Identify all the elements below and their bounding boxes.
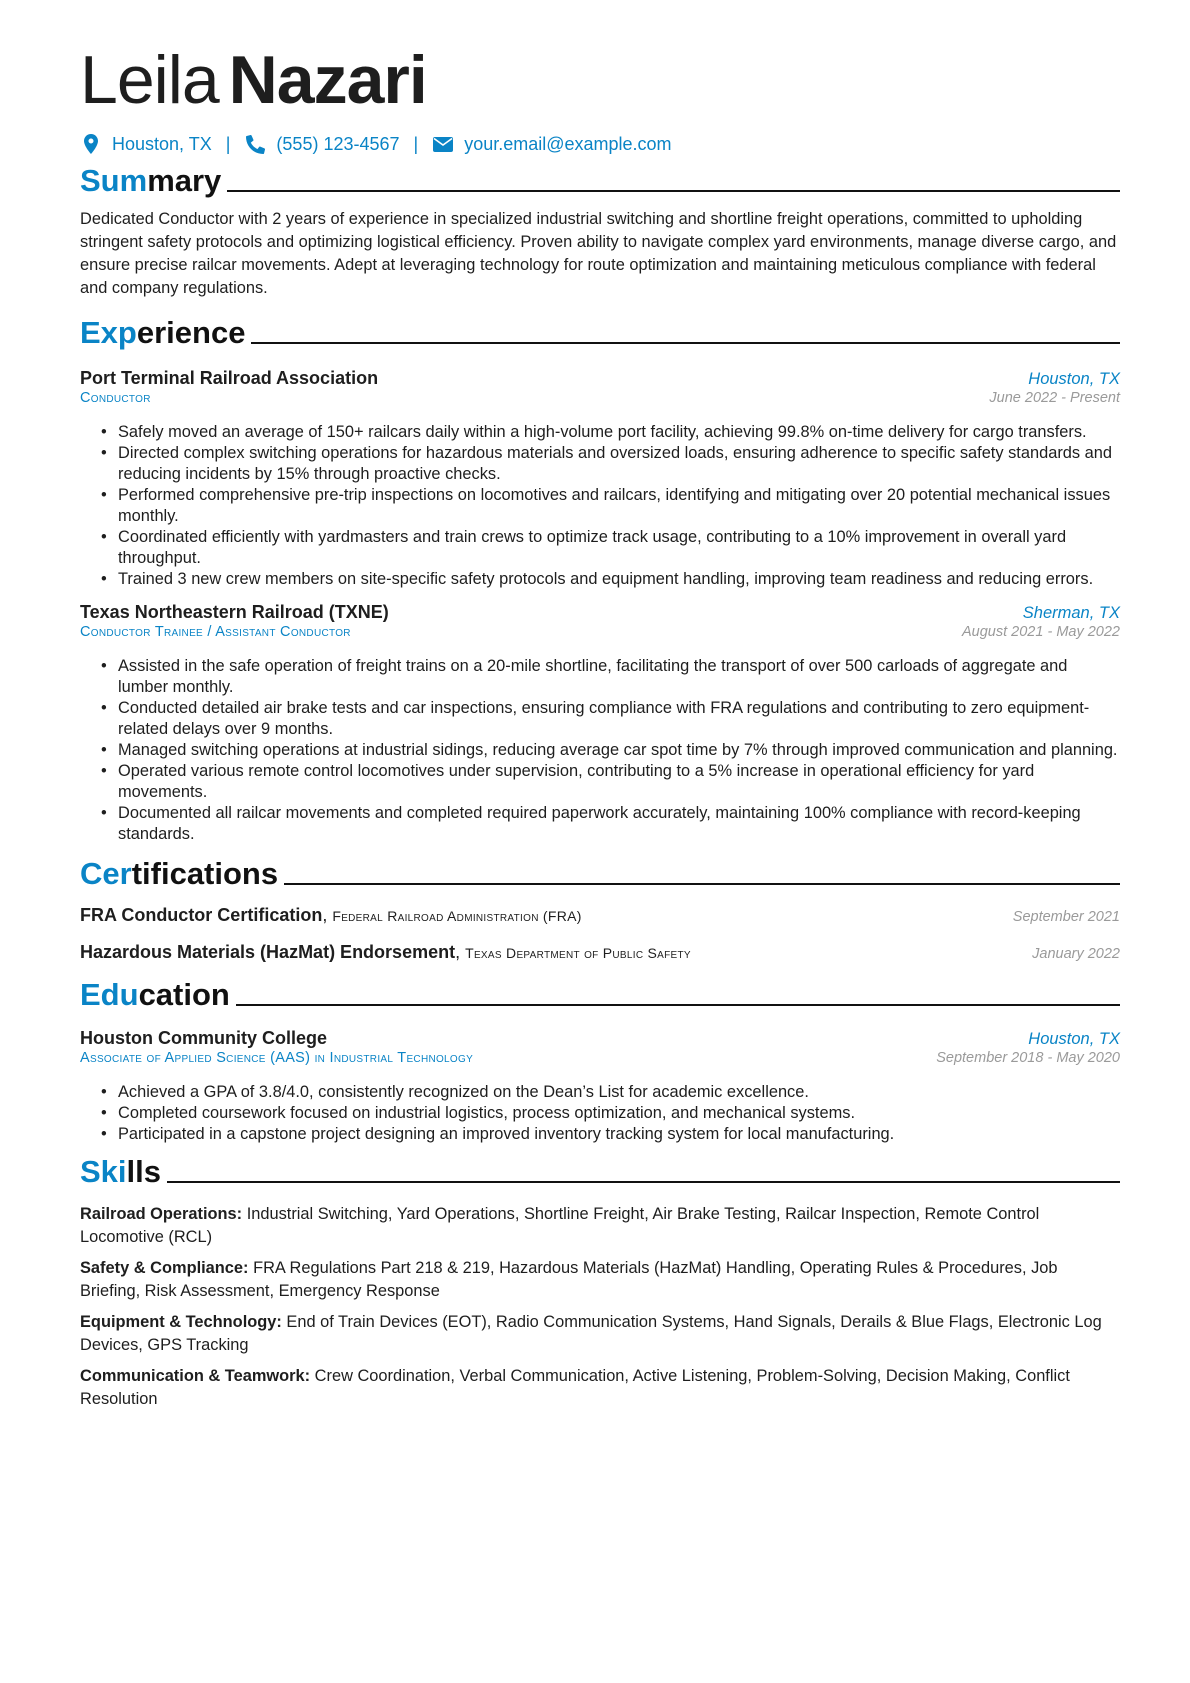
skill-group	[80, 1365, 1120, 1410]
section-title	[80, 162, 221, 200]
skill-category: Railroad Operations:	[80, 1205, 243, 1223]
job-title: Conductor Trainee / Assistant Conductor	[80, 624, 351, 640]
education-entry	[80, 1026, 1120, 1145]
list-item: • Completed coursework focused on industrial logistics, process optimization, and mechanical systems.	[101, 1104, 856, 1122]
degree-title: Associate of Applied Science (AAS) in Industrial Technology	[80, 1050, 474, 1066]
section-title	[80, 976, 230, 1014]
section-title	[80, 314, 245, 352]
list-item: • Operated various remote control locomotives under supervision, contributing to a 5% increase in operational efficiency for yard movements.	[101, 762, 1035, 801]
section-title-rest: tifications	[131, 856, 279, 891]
skill-items: End of Train Devices (EOT), Radio Communication Systems, Hand Signals, Derails & Blue Flags, Electronic Log Devices, GPS Tracking	[80, 1313, 1102, 1354]
list-item: • Safely moved an average of 150+ railcars daily within a high-volume port facility, achieving 99.8% on-time delivery for cargo transfers.	[101, 423, 1087, 441]
job-location: Houston, TX	[1028, 370, 1120, 388]
certification-name: FRA Conductor Certification	[80, 905, 323, 925]
certification-issuer: Federal Railroad Administration (FRA)	[332, 908, 582, 924]
candidate-name	[80, 42, 1120, 118]
certification-entry: FRA Conductor Certification, Federal Railroad Administration (FRA) September 2021	[80, 905, 1120, 925]
list-item: • Trained 3 new crew members on site-specific safety protocols and equipment handling, improving team readiness and reducing errors.	[101, 570, 1094, 588]
experience-entry	[80, 366, 1120, 590]
job-title: Conductor	[80, 390, 151, 406]
skill-category: Equipment & Technology:	[80, 1313, 282, 1331]
skill-category: Communication & Teamwork:	[80, 1367, 311, 1385]
first-name: Leila	[80, 42, 219, 118]
list-item: • Directed complex switching operations for hazardous materials and oversized loads, ensuring adherence to specific safety standards and reducing incidents by 15% through proactive checks.	[101, 444, 1112, 483]
list-item: • Conducted detailed air brake tests and car inspections, ensuring compliance with FRA regulations and contributing to zero equipment-related delays over 9 months.	[101, 699, 1090, 738]
map-pin-icon	[80, 133, 102, 155]
phone-text: (555) 123-4567	[276, 133, 400, 154]
section-title-rest: cation	[138, 977, 230, 1012]
job-bullets	[80, 656, 1120, 845]
contact-separator: |	[225, 133, 231, 154]
list-item: • Participated in a capstone project designing an improved inventory tracking system for local manufacturing.	[101, 1125, 895, 1143]
education-section-heading	[80, 974, 1120, 1014]
section-title-accent: Edu	[80, 977, 139, 1012]
contact-phone[interactable]	[244, 133, 399, 155]
section-title-accent: Sum	[80, 163, 148, 198]
section-rule	[236, 1004, 1120, 1006]
job-dates: August 2021 - May 2022	[962, 624, 1120, 640]
education-bullets	[80, 1082, 1120, 1145]
contact-email[interactable]	[432, 133, 671, 155]
experience-entry	[80, 600, 1120, 845]
job-bullets	[80, 422, 1120, 590]
phone-icon	[244, 133, 266, 155]
skill-items: Industrial Switching, Yard Operations, Shortline Freight, Air Brake Testing, Railcar Inspection, Remote Control Locomotive (RCL)	[80, 1205, 1040, 1246]
section-title-rest: lls	[126, 1154, 161, 1189]
certification-entry: Hazardous Materials (HazMat) Endorsement, Texas Department of Public Safety January 2022	[80, 942, 1120, 962]
section-rule	[251, 342, 1120, 344]
section-title-accent: Exp	[80, 315, 137, 350]
contact-bar	[80, 130, 1120, 158]
certifications-section-heading	[80, 853, 1120, 893]
certification-date: September 2021	[1012, 909, 1120, 925]
section-title-accent: Ski	[80, 1154, 127, 1189]
section-title-accent: Cer	[80, 856, 132, 891]
job-dates: June 2022 - Present	[989, 390, 1120, 406]
skill-group	[80, 1203, 1120, 1248]
location-text: Houston, TX	[112, 133, 212, 154]
certification-issuer: Texas Department of Public Safety	[465, 945, 691, 961]
section-title-rest: erience	[136, 315, 246, 350]
list-item: • Managed switching operations at industrial sidings, reducing average car spot time by 7% through improved communication and planning.	[101, 741, 1118, 759]
certification-name: Hazardous Materials (HazMat) Endorsement	[80, 942, 456, 962]
section-rule	[227, 190, 1120, 192]
job-location: Sherman, TX	[1022, 604, 1120, 622]
resume-content	[80, 42, 1120, 1410]
section-title	[80, 1153, 161, 1191]
list-item: • Documented all railcar movements and completed required paperwork accurately, maintaining 100% compliance with record-keeping standards.	[101, 804, 1081, 843]
section-title-rest: mary	[147, 163, 222, 198]
section-rule	[284, 883, 1120, 885]
skill-group	[80, 1311, 1120, 1356]
skill-items: FRA Regulations Part 218 & 219, Hazardous Materials (HazMat) Handling, Operating Rules & Procedures, Job Briefing, Risk Assessment, Emergency Response	[80, 1259, 1058, 1300]
contact-separator: |	[413, 133, 419, 154]
envelope-icon	[432, 133, 454, 155]
section-title	[80, 855, 278, 893]
school-name: Houston Community College	[80, 1028, 327, 1048]
summary-section-heading	[80, 160, 1120, 200]
school-location: Houston, TX	[1028, 1030, 1120, 1048]
last-name: Nazari	[228, 42, 427, 118]
employer-name: Port Terminal Railroad Association	[80, 368, 379, 388]
skill-category: Safety & Compliance:	[80, 1259, 249, 1277]
skill-group	[80, 1257, 1120, 1302]
experience-section-heading	[80, 312, 1120, 352]
list-item: • Achieved a GPA of 3.8/4.0, consistently recognized on the Dean’s List for academic excellence.	[101, 1083, 809, 1101]
certification-date: January 2022	[1032, 946, 1120, 962]
employer-name: Texas Northeastern Railroad (TXNE)	[80, 602, 389, 622]
skill-items: Crew Coordination, Verbal Communication, Active Listening, Problem-Solving, Decision Making, Conflict Resolution	[80, 1367, 1070, 1408]
section-rule	[167, 1181, 1120, 1183]
list-item: • Coordinated efficiently with yardmasters and train crews to optimize track usage, contributing to a 10% improvement in overall yard throughput.	[101, 528, 1067, 567]
skills-section-heading	[80, 1151, 1120, 1191]
list-item: • Performed comprehensive pre-trip inspections on locomotives and railcars, identifying and mitigating over 20 potential mechanical issues monthly.	[101, 486, 1111, 525]
contact-location	[80, 133, 212, 155]
education-dates: September 2018 - May 2020	[936, 1050, 1120, 1066]
summary-text: Dedicated Conductor with 2 years of experience in specialized industrial switching and shortline freight operations, committed to upholding stringent safety protocols and optimizing logistical efficiency. Proven ability to navigate complex yard environments, manage diverse cargo, and ensure precise railcar movements. Adept at leveraging technology for route optimization and maintaining meticulous compliance with federal and company regulations.	[80, 210, 1117, 297]
email-text: your.email@example.com	[464, 133, 672, 154]
list-item: • Assisted in the safe operation of freight trains on a 20-mile shortline, facilitating the transport of over 500 carloads of aggregate and lumber monthly.	[101, 657, 1068, 696]
